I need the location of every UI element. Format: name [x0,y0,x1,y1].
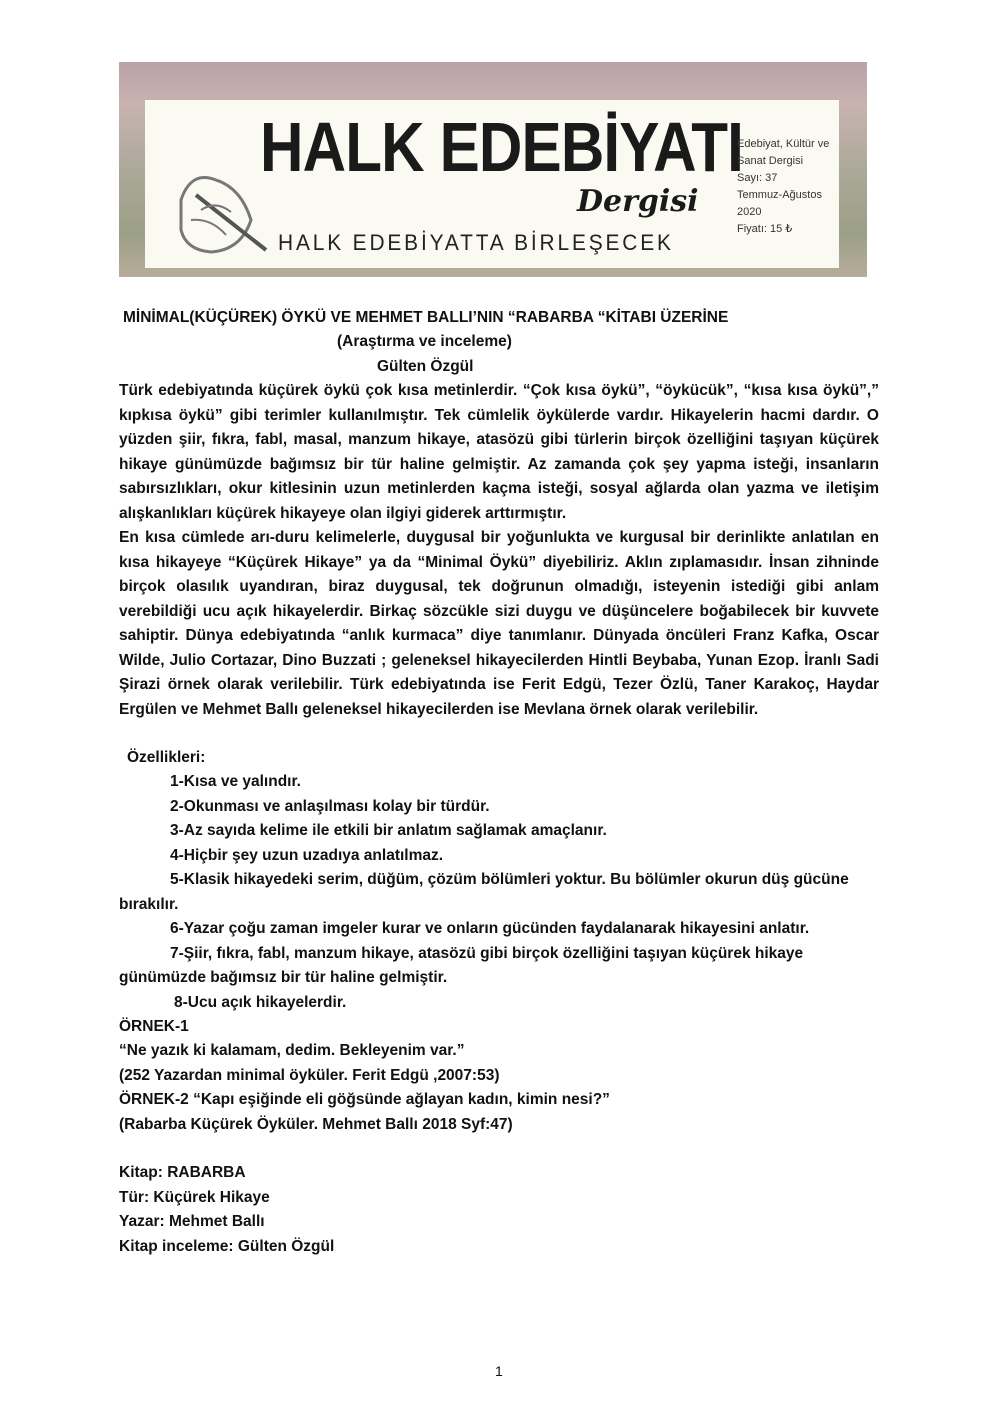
feature-item-continuation: günümüzde bağımsız bir tür haline gelmiştir. [119,969,448,986]
feature-item: 8-Ucu açık hikayelerdir. [174,994,347,1011]
issue-info [737,136,837,238]
magazine-tagline: HALK EDEBİYATTA BİRLEŞECEK [278,230,674,255]
paragraph-1: Türk edebiyatında küçürek öykü çok kısa metinlerdir. “Çok kısa öykü”, “öykücük”, “kısa kısa öykü”,” kıpkısa öykü” gibi terimler kullanılmıştır. Tek cümlelik öykülerde vardır. Hikayelerin hacmi dardır. O yüzden şiir, fıkra, fabl, masal, manzum hikaye, atasözü gibi türlerin birçok özelliğini taşıyan küçürek hikaye günümüzde bağımsız bir tür haline gelmiştir. Az zamanda çok şey yapma isteği, insanların sabırsızlıkları, okur kitlesinin uzun metinlerden kaçma isteği, sosyal ağlarda olan yazma ve iletişim alışkanlıkları küçürek hikayeye olan ilgiyi giderek arttırmıştır. [119,382,879,522]
book-info-author: Yazar: Mehmet Ballı [119,1213,265,1230]
book-info-reviewer: Kitap inceleme: Gülten Özgül [119,1238,335,1255]
example-1-source: (252 Yazardan minimal öyküler. Ferit Edgü ,2007:53) [119,1067,500,1084]
paragraph-2: En kısa cümlede arı-duru kelimelerle, duygusal bir yoğunlukta ve kurgusal bir derinlikte anlatılan en kısa hikayeye “Küçürek Hikaye” ya da “Minimal Öykü” diyebiliriz. Aklın zıplamasıdır. İnsan zihninde birçok olasılık uyandıran, biraz duygusal, tek doğrunun olmadığı, isteyenin istediği gibi anlam verebildiği ucu açık hikayelerdir. Birkaç sözcükle sizi duygu ve düşüncelere boğabilecek bir kuvvete sahiptir. Dünya edebiyatında “anlık kurmaca” diye tanımlanır. Dünyada öncüleri Franz Kafka, Oscar Wilde, Julio Cortazar, Dino Buzzati ; geleneksel hikayecilerden Hintli Beybaba, Yunan Ezop. İranlı Sadi Şirazi örnek olarak verilebilir. Türk edebiyatında ise Ferit Edgü, Tezer Özlü, Taner Karakoç, Haydar Ergülen ve Mehmet Ballı geleneksel hikayecilerden ise Mevlana örnek olarak verilebilir. [119,529,879,718]
issue-info-line: Sanat Dergisi [737,155,804,167]
example-2: ÖRNEK-2 “Kapı eşiğinde eli göğsünde ağlayan kadın, kimin nesi?” [119,1091,610,1108]
issue-info-line: Sayı: 37 [737,172,778,184]
banner-panel [145,100,839,268]
feature-item: 2-Okunması ve anlaşılması kolay bir türdür. [170,798,490,815]
issue-info-line: Fiyatı: 15 ₺ [737,223,793,235]
book-info-genre: Tür: Küçürek Hikaye [119,1189,270,1206]
magazine-subtitle: Dergisi [577,184,699,219]
book-info-title: Kitap: RABARBA [119,1164,246,1181]
feature-item: 4-Hiçbir şey uzun uzadıya anlatılmaz. [170,847,444,864]
issue-info-line: Temmuz-Ağustos 2020 [737,189,822,218]
issue-info-line: Edebiyat, Kültür ve [737,138,830,150]
article-author: Gülten Özgül [377,358,474,375]
features-title: Özellikleri: [127,749,206,766]
feature-item: 3-Az sayıda kelime ile etkili bir anlatım sağlamak amaçlanır. [170,822,607,839]
feature-item: 1-Kısa ve yalındır. [170,773,301,790]
magazine-banner [119,62,867,277]
page-number: 1 [495,1363,503,1379]
feature-item: 7-Şiir, fıkra, fabl, manzum hikaye, atasözü gibi birçok özelliğini taşıyan küçürek hikaye [170,945,804,962]
article-subtitle: (Araştırma ve inceleme) [337,333,512,350]
feature-item-continuation: bırakılır. [119,896,179,913]
feature-item: 5-Klasik hikayedeki serim, düğüm, çözüm bölümleri yoktur. Bu bölümler okurun düş gücüne [170,871,849,888]
article-title: MİNİMAL(KÜÇÜREK) ÖYKÜ VE MEHMET BALLI’NIN “RABARBA “KİTABI ÜZERİNE [123,309,729,326]
example-1-quote: “Ne yazık ki kalamam, dedim. Bekleyenim var.” [119,1042,465,1059]
example-2-source: (Rabarba Küçürek Öyküler. Mehmet Ballı 2018 Syf:47) [119,1116,513,1133]
feature-item: 6-Yazar çoğu zaman imgeler kurar ve onların gücünden faydalanarak hikayesini anlatır. [170,920,810,937]
example-1-label: ÖRNEK-1 [119,1018,189,1035]
magazine-title: HALK EDEBİYATI [260,108,743,186]
